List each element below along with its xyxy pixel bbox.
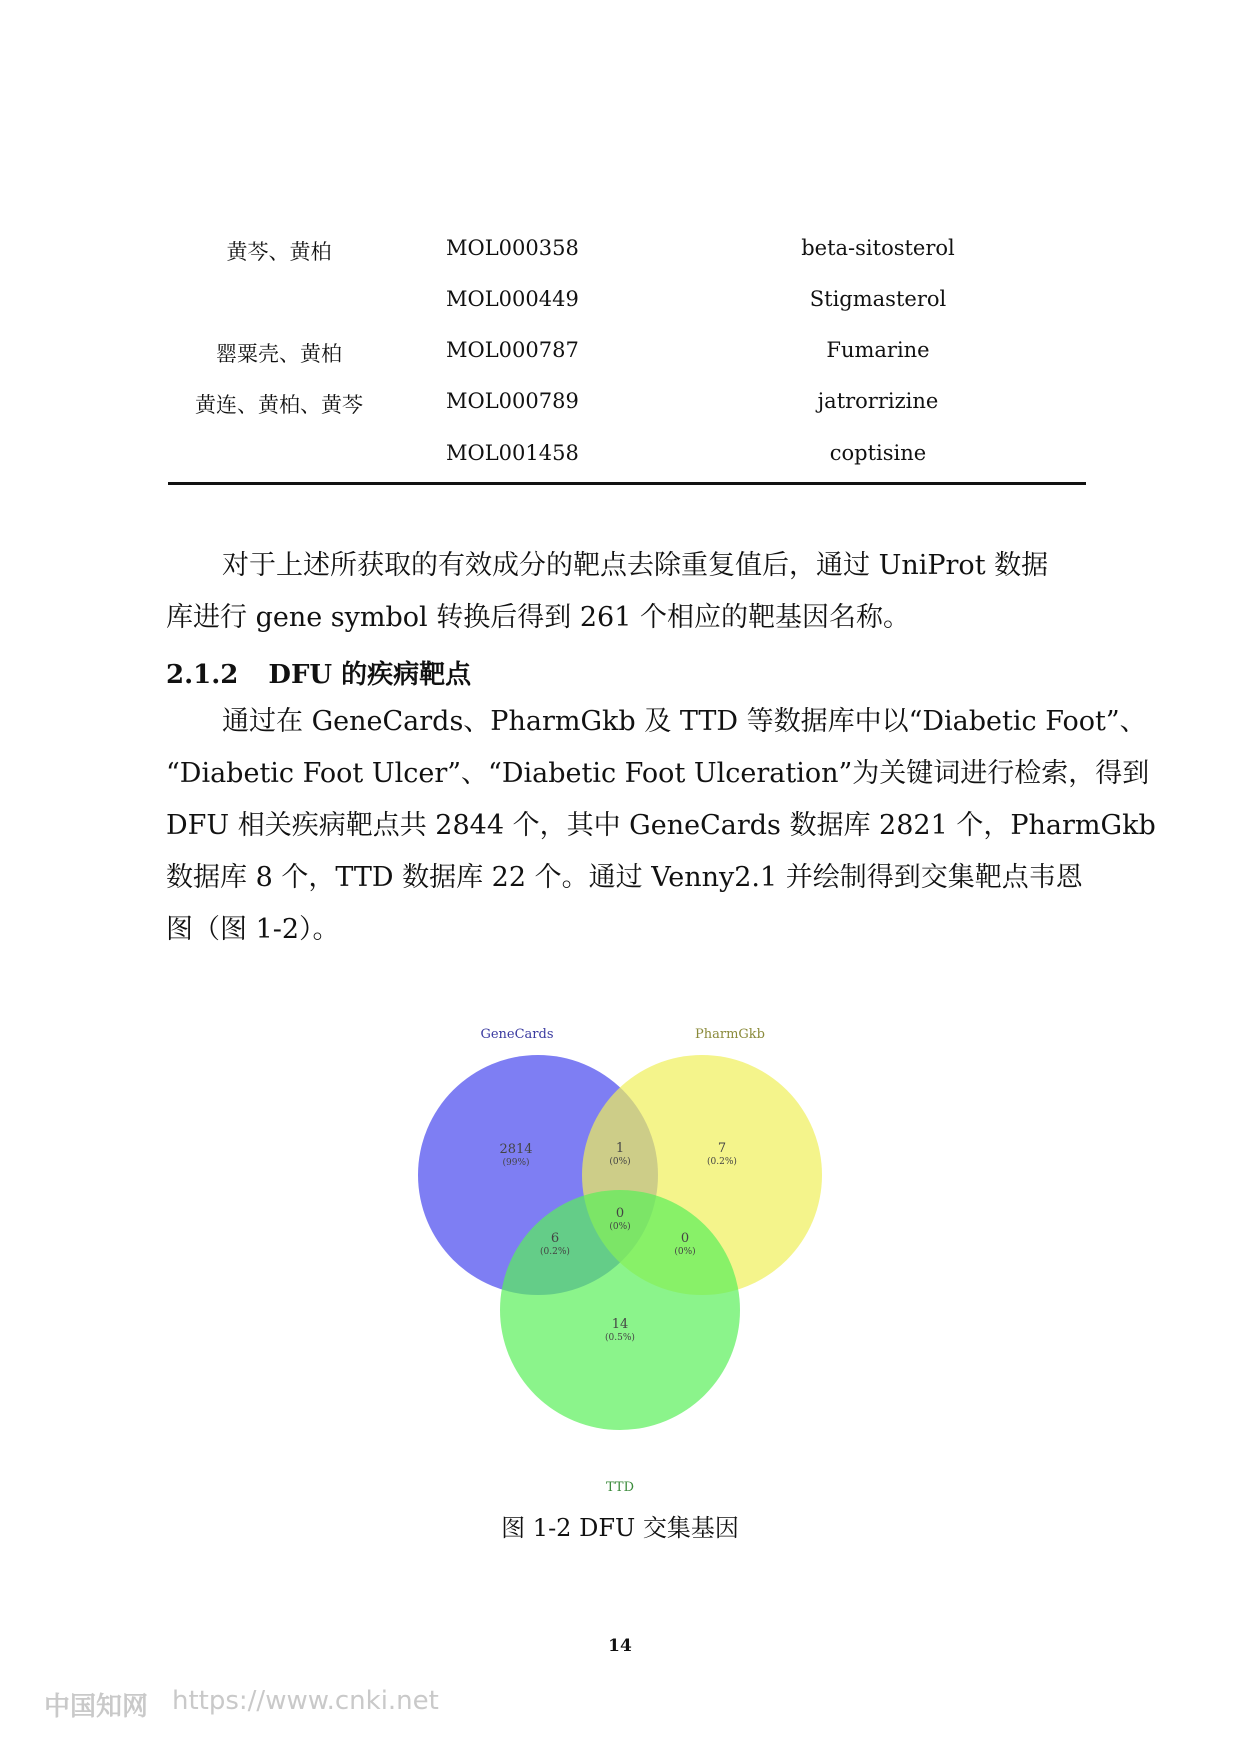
- herb-cell: 黄芩、黄柏: [226, 240, 332, 264]
- paragraph-line: 库进行 gene symbol 转换后得到 261 个相应的靶基因名称。: [166, 602, 910, 633]
- herb-cell: 罂粟壳、黄柏: [216, 342, 342, 366]
- region-pct-genecards-ttd: (0.2%): [540, 1247, 570, 1257]
- region-count-genecards-only: 2814: [499, 1142, 533, 1157]
- paragraph-line: 图（图 1-2）。: [166, 914, 340, 945]
- venn-diagram: [400, 1010, 880, 1560]
- region-pct-ttd-only: (0.5%): [605, 1333, 635, 1343]
- compound-name-cell: beta-sitosterol: [801, 236, 955, 260]
- region-pct-pharmgkb-only: (0.2%): [707, 1157, 737, 1167]
- section-heading: [166, 654, 471, 691]
- mol-id-cell: MOL000789: [446, 389, 579, 413]
- paragraph-line: 对于上述所获取的有效成分的靶点去除重复值后，通过 UniProt 数据: [222, 550, 1049, 581]
- region-count-ttd-only: 14: [611, 1317, 629, 1332]
- venn-circles: [418, 1055, 822, 1430]
- watermark-brand: 中国知网: [44, 1692, 149, 1722]
- mol-id-cell: MOL000787: [446, 338, 579, 362]
- set-label-genecards: GeneCards: [480, 1027, 554, 1042]
- page-number: 14: [608, 1636, 632, 1656]
- paragraph-line: 通过在 GeneCards、PharmGkb 及 TTD 等数据库中以“Diabetic Foot”、: [222, 706, 1147, 737]
- region-count-all-three: 0: [615, 1206, 625, 1221]
- compound-name-cell: jatrorrizine: [817, 389, 939, 413]
- region-count-pharmgkb-ttd: 0: [680, 1231, 690, 1246]
- table-bottom-rule: [168, 482, 1086, 485]
- paragraph-line: “Diabetic Foot Ulcer”、“Diabetic Foot Ulceration”为关键词进行检索，得到: [166, 758, 1150, 789]
- region-pct-all-three: (0%): [609, 1222, 631, 1232]
- table-row: [168, 338, 1086, 378]
- figure-caption: 图 1-2 DFU 交集基因: [501, 1514, 739, 1542]
- region-count-genecards-ttd: 6: [550, 1231, 560, 1246]
- table-row: [168, 287, 1086, 327]
- set-label-ttd: TTD: [605, 1480, 635, 1495]
- table-row: [168, 389, 1086, 429]
- section-number: 2.1.2: [166, 660, 239, 690]
- section-title: DFU 的疾病靶点: [268, 660, 472, 690]
- compound-name-cell: Fumarine: [826, 338, 930, 362]
- table-row: [168, 441, 1086, 481]
- region-pct-pharmgkb-ttd: (0%): [674, 1247, 696, 1257]
- region-pct-genecards-only: (99%): [502, 1158, 530, 1168]
- region-pct-genecards-pharmgkb: (0%): [609, 1157, 631, 1167]
- set-label-pharmgkb: PharmGkb: [695, 1027, 765, 1042]
- mol-id-cell: MOL000358: [446, 236, 579, 260]
- compound-name-cell: Stigmasterol: [809, 287, 947, 311]
- compound-name-cell: coptisine: [829, 441, 927, 465]
- mol-id-cell: MOL000449: [446, 287, 579, 311]
- paragraph-line: DFU 相关疾病靶点共 2844 个，其中 GeneCards 数据库 2821 个，PharmGkb: [166, 810, 1156, 841]
- region-count-genecards-pharmgkb: 1: [615, 1141, 625, 1156]
- paragraph-line: 数据库 8 个，TTD 数据库 22 个。通过 Venny2.1 并绘制得到交集靶点韦恩: [166, 862, 1083, 893]
- region-count-pharmgkb-only: 7: [717, 1141, 727, 1156]
- herb-cell: 黄连、黄柏、黄芩: [195, 393, 363, 417]
- watermark-url: https://www.cnki.net: [172, 1686, 439, 1716]
- table-row: [168, 236, 1086, 276]
- mol-id-cell: MOL001458: [446, 441, 579, 465]
